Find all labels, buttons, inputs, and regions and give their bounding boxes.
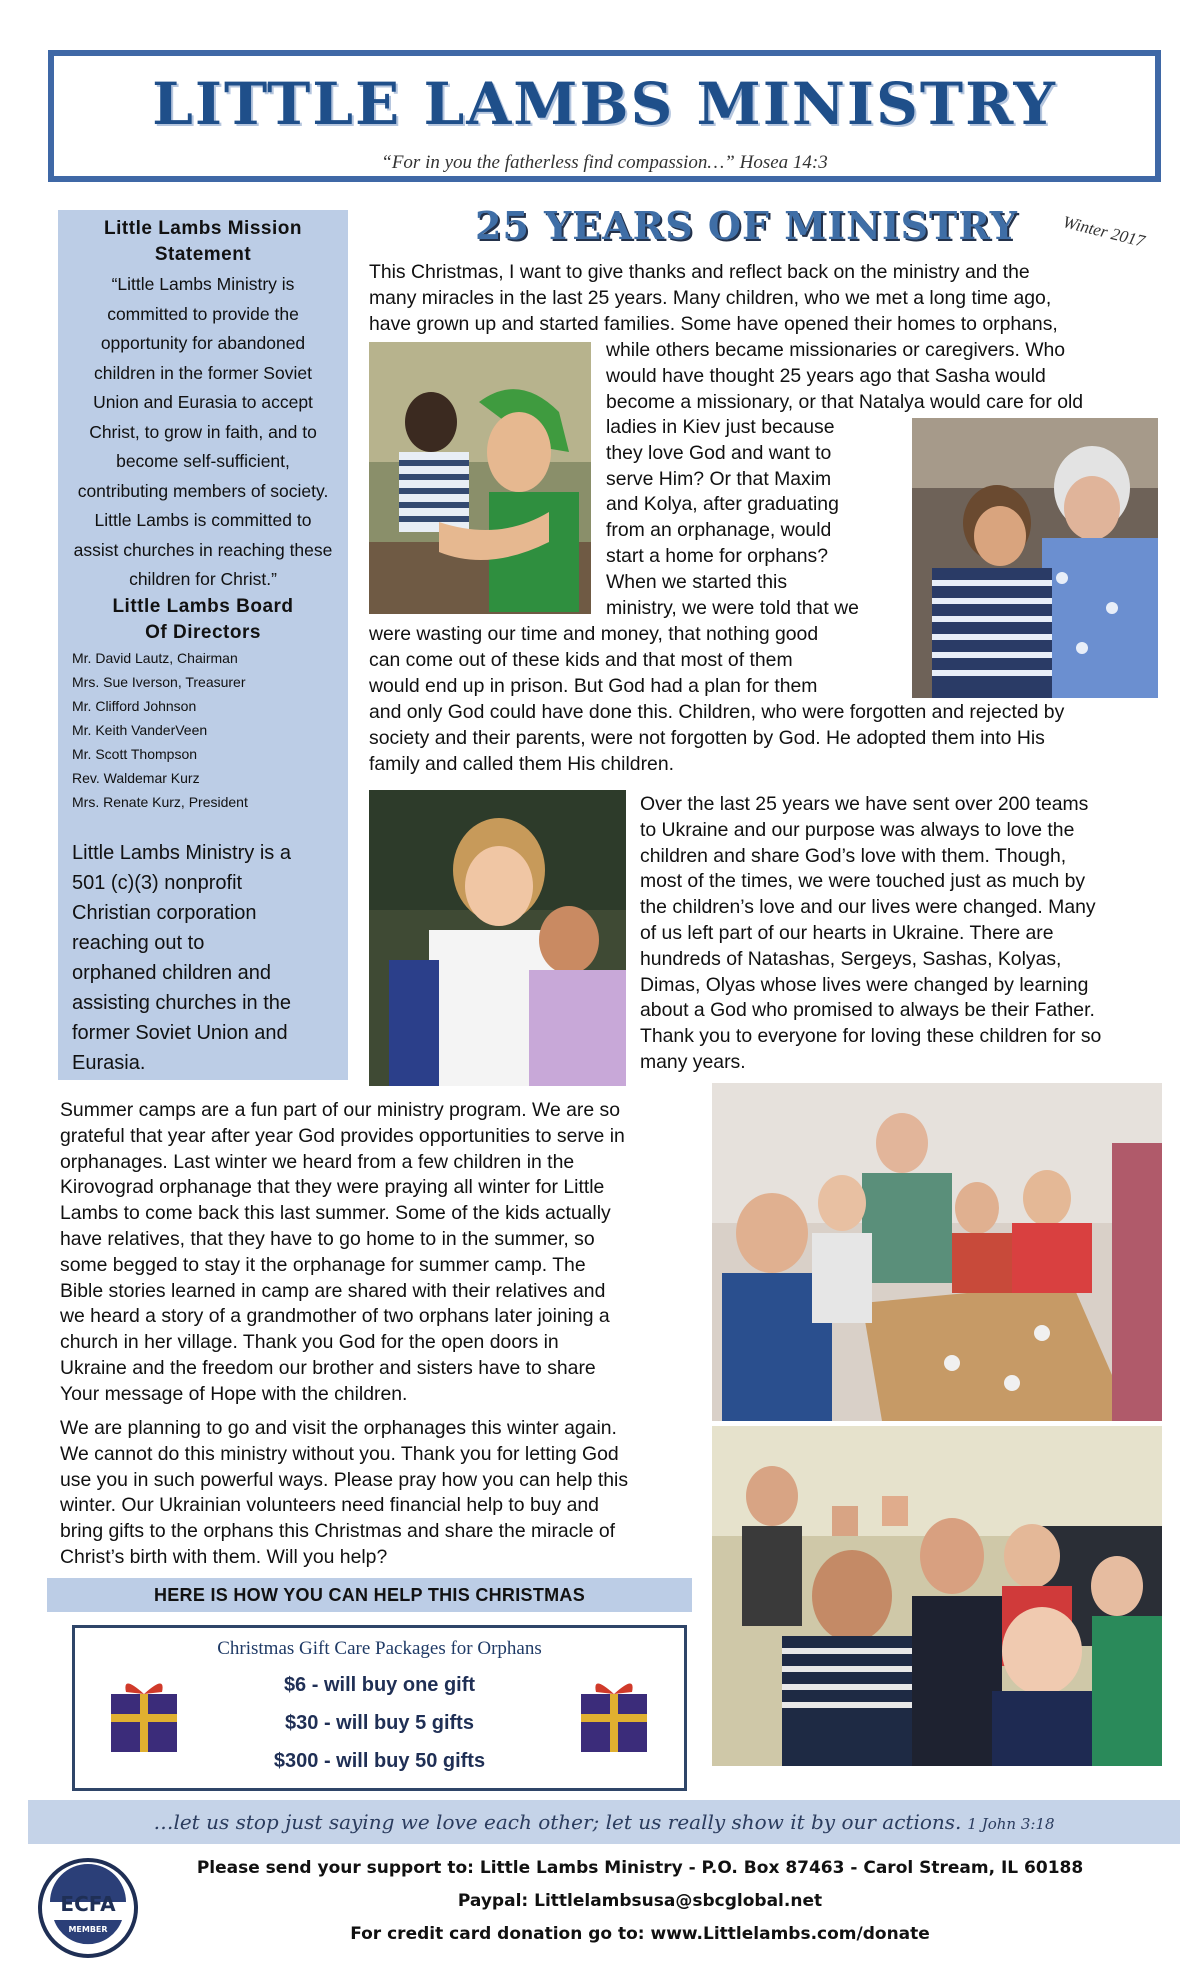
text-line: When we started this bbox=[606, 570, 788, 593]
mission-line: Union and Eurasia to accept bbox=[93, 392, 313, 412]
issue-date: Winter 2017 bbox=[1061, 212, 1147, 251]
text-line: Kirovograd orphanage that they were praying all winter for Little bbox=[60, 1176, 605, 1199]
text-line: were wasting our time and money, that nothing good bbox=[369, 623, 819, 645]
text-line: Ukraine and the freedom our brother and sisters have to share bbox=[60, 1356, 596, 1379]
closing-verse-text: …let us stop just saying we love each other; let us really show it by our actions. bbox=[153, 1810, 962, 1834]
mission-line: contributing members of society. bbox=[77, 480, 329, 501]
text-line: some begged to stay it the orphanage for summer camp. The bbox=[60, 1253, 586, 1276]
mission-statement bbox=[70, 270, 336, 595]
text-line: children and share God’s love with them. Though, bbox=[640, 844, 1067, 867]
photo-woman-with-elderly-lady bbox=[912, 418, 1158, 698]
text-line: use you in such powerful ways. Please pray how you can help this bbox=[60, 1468, 629, 1491]
ecfa-text: ECFA bbox=[60, 1892, 116, 1916]
board-list bbox=[72, 646, 342, 814]
sidebar bbox=[58, 210, 348, 1080]
note-line: 501 (c)(3) nonprofit bbox=[72, 872, 243, 894]
para1-bottom-left bbox=[369, 622, 818, 699]
text-line: we heard a story of a grandmother of two orphans later joining a bbox=[60, 1305, 610, 1328]
note-line: Christian corporation bbox=[72, 902, 257, 924]
text-line: church in her village. Thank you God for the open doors in bbox=[60, 1331, 559, 1354]
text-line: Bible stories learned in camp are shared with their relatives and bbox=[60, 1279, 606, 1302]
text-line: bring gifts to the orphans this Christmas and share the miracle of bbox=[60, 1520, 616, 1543]
text-line: would have thought 25 years ago that Sasha would bbox=[606, 364, 1046, 387]
photo-woman-with-child bbox=[369, 342, 591, 614]
board-member: Mr. Clifford Johnson bbox=[72, 698, 197, 714]
board-member: Mr. David Lautz, Chairman bbox=[72, 650, 238, 666]
board-member: Mr. Keith VanderVeen bbox=[72, 722, 208, 738]
text-line: most of the times, we were touched just as much by bbox=[640, 870, 1086, 893]
para1-bottom-full bbox=[369, 700, 1064, 777]
text-line: serve Him? Or that Maxim bbox=[606, 467, 832, 490]
note-line: reaching out to bbox=[72, 932, 205, 954]
gift-present-icon bbox=[577, 1678, 651, 1759]
photo-woman-hugging-boy bbox=[369, 790, 626, 1086]
mission-line: “Little Lambs Ministry is bbox=[111, 274, 295, 294]
masthead bbox=[48, 50, 1161, 182]
gift-option: $6 - will buy one gift bbox=[283, 1674, 476, 1696]
text-line: ministry, we were told that we bbox=[606, 596, 859, 619]
board-member: Mrs. Sue Iverson, Treasurer bbox=[72, 674, 246, 690]
mission-line: children in the former Soviet bbox=[94, 362, 312, 383]
text-line: they love God and want to bbox=[606, 441, 832, 464]
text-line: while others became missionaries or caregivers. Who bbox=[606, 339, 1066, 361]
para4 bbox=[60, 1416, 628, 1571]
mission-line: assist churches in reaching these bbox=[73, 539, 333, 560]
mission-line: Christ, to grow in faith, and to bbox=[89, 421, 317, 442]
note-line: assisting churches in the bbox=[72, 992, 292, 1014]
text-line: This Christmas, I want to give thanks and reflect back on the ministry and the bbox=[369, 261, 1030, 283]
text-line: would end up in prison. But God had a plan for them bbox=[369, 674, 818, 697]
text-line: hundreds of Natashas, Sergeys, Sashas, Kolyas, bbox=[640, 947, 1062, 970]
text-line: from an orphanage, would bbox=[606, 519, 832, 542]
article-title: 25 YEARS OF MINISTRY bbox=[475, 203, 1018, 248]
photo-children-at-table bbox=[712, 1083, 1162, 1421]
text-line: society and their parents, were not forgotten by God. He adopted them into His bbox=[369, 726, 1045, 749]
newsletter-title: LITTLE LAMBS MINISTRY bbox=[152, 70, 1057, 138]
text-line: many years. bbox=[640, 1050, 746, 1073]
text-line: We cannot do this ministry without you. Thank you for letting God bbox=[60, 1442, 619, 1465]
text-line: become a missionary, or that Natalya would care for old bbox=[606, 390, 1084, 413]
text-line: of us left part of our hearts in Ukraine. There are bbox=[640, 921, 1054, 944]
text-line: Thank you to everyone for loving these children for so bbox=[640, 1025, 1102, 1048]
text-line: Your message of Hope with the children. bbox=[60, 1382, 408, 1405]
text-line: Lambs to come back this last summer. Some of the kids actually bbox=[60, 1202, 611, 1225]
text-line: orphanages. Last winter we heard from a few children in the bbox=[60, 1150, 575, 1173]
text-line: grateful that year after year God provides opportunities to serve in bbox=[60, 1124, 625, 1147]
text-line: to Ukraine and our purpose was always to love the bbox=[640, 818, 1075, 841]
para3 bbox=[60, 1098, 625, 1408]
mission-line: become self-sufficient, bbox=[116, 451, 290, 471]
text-line: about a God who promised to always be their Father. bbox=[640, 999, 1095, 1022]
text-line: start a home for orphans? bbox=[606, 544, 829, 567]
text-line: We are planning to go and visit the orphanages this winter again. bbox=[60, 1417, 617, 1439]
para1-mid-narrow bbox=[606, 415, 859, 621]
text-line: can come out of these kids and that most of them bbox=[369, 648, 793, 671]
gift-box-title: Christmas Gift Care Packages for Orphans bbox=[217, 1638, 542, 1659]
closing-verse bbox=[28, 1800, 1180, 1844]
gift-option: $30 - will buy 5 gifts bbox=[285, 1712, 474, 1734]
mission-line: children for Christ.” bbox=[129, 569, 277, 589]
text-line: Dimas, Olyas whose lives were changed by learning bbox=[640, 973, 1089, 996]
board-heading-2: Of Directors bbox=[145, 622, 261, 643]
board-member: Mrs. Renate Kurz, President bbox=[72, 794, 248, 810]
board-heading: Little Lambs Board bbox=[112, 596, 294, 617]
mission-line: Little Lambs is committed to bbox=[94, 510, 312, 530]
paypal-address: Paypal: Littlelambsusa@sbcglobal.net bbox=[457, 1891, 823, 1911]
text-line: Summer camps are a fun part of our ministry program. We are so bbox=[60, 1099, 621, 1121]
closing-verse-ref: 1 John 3:18 bbox=[967, 1815, 1055, 1833]
mission-heading: Little Lambs Mission bbox=[104, 218, 302, 239]
text-line: Over the last 25 years we have sent over 200 teams bbox=[640, 793, 1089, 815]
mission-line: opportunity for abandoned bbox=[100, 333, 306, 353]
text-line: family and called them His children. bbox=[369, 752, 674, 775]
photo-group-selfie bbox=[712, 1426, 1162, 1766]
note-line: Little Lambs Ministry is a bbox=[72, 842, 291, 864]
donation-link[interactable]: For credit card donation go to: www.Littlelambs.com/donate bbox=[350, 1924, 930, 1944]
para2 bbox=[640, 792, 1101, 1076]
text-line: and only God could have done this. Children, who were forgotten and rejected by bbox=[369, 701, 1065, 723]
mailing-address: Please send your support to: Little Lambs Ministry - P.O. Box 87463 - Carol Stream, IL 60188 bbox=[196, 1858, 1084, 1878]
para1-mid-wide bbox=[606, 338, 1083, 415]
text-line: have grown up and started families. Some have opened their homes to orphans, bbox=[369, 312, 1058, 335]
ecfa-member-text: MEMBER bbox=[68, 1925, 108, 1934]
note-line: former Soviet Union and bbox=[72, 1022, 288, 1044]
text-line: winter. Our Ukrainian volunteers need financial help to buy and bbox=[60, 1494, 599, 1517]
note-line: Eurasia. bbox=[72, 1052, 146, 1074]
nonprofit-note bbox=[72, 838, 337, 1078]
para1-top bbox=[369, 260, 1058, 337]
mission-heading-2: Statement bbox=[154, 244, 252, 265]
gift-options-box bbox=[72, 1625, 687, 1791]
gift-option: $300 - will buy 50 gifts bbox=[273, 1750, 486, 1772]
text-line: and Kolya, after graduating bbox=[606, 493, 839, 516]
text-line: have relatives, that they have to go home to in the summer, so bbox=[60, 1227, 595, 1250]
text-line: Christ’s birth with them. Will you help? bbox=[60, 1545, 388, 1568]
gift-present-icon bbox=[107, 1678, 181, 1759]
masthead-verse: “For in you the fatherless find compassion…” Hosea 14:3 bbox=[381, 152, 828, 173]
text-line: ladies in Kiev just because bbox=[606, 416, 835, 438]
text-line: many miracles in the last 25 years. Many children, who we met a long time ago, bbox=[369, 286, 1052, 309]
help-banner: HERE IS HOW YOU CAN HELP THIS CHRISTMAS bbox=[47, 1578, 692, 1612]
note-line: orphaned children and bbox=[72, 962, 272, 984]
board-member: Rev. Waldemar Kurz bbox=[72, 770, 200, 786]
text-line: the children’s love and our lives were changed. Many bbox=[640, 896, 1096, 919]
board-member: Mr. Scott Thompson bbox=[72, 746, 198, 762]
mission-line: committed to provide the bbox=[107, 303, 299, 324]
